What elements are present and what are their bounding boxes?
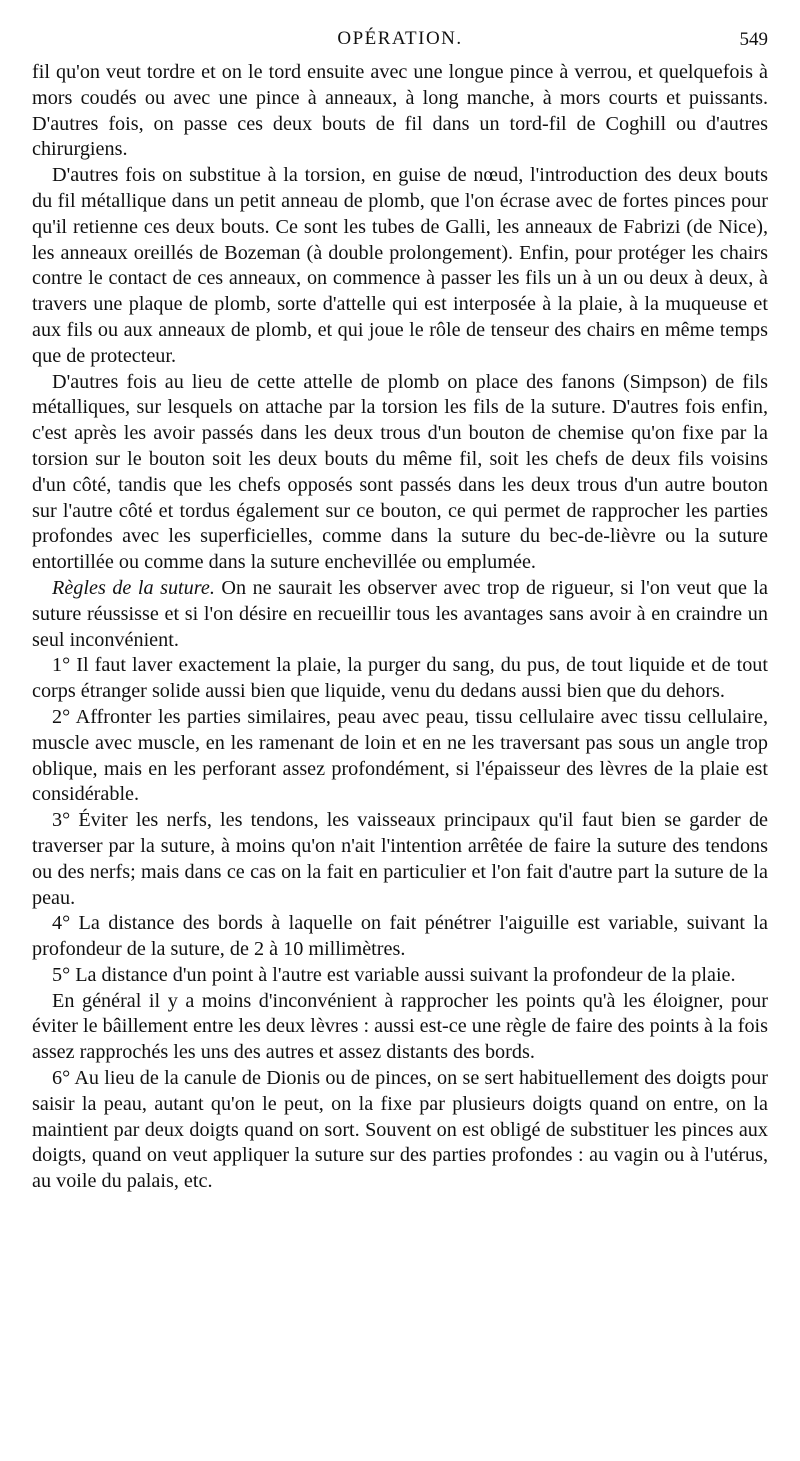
paragraph-continuation: fil qu'on veut tordre et on le tord ensuite avec une longue pince à verrou, et quelquefois à mors coudés ou avec une pince à anneaux, à long manche, à mors courts et puissants. D'autres fois, on passe ces deux bouts de fil dans un tord-fil de Coghill ou d'autres chirurgiens. <box>32 61 768 161</box>
rule-6-paragraph: 6° Au lieu de la canule de Dionis ou de pinces, on se sert habituellement des doigts pour saisir la peau, autant qu'on le peut, on la fixe par plusieurs doigts quand on entre, on la maintient par deux doigts quand on sort. Souvent on est obligé de substituer les pinces aux doigts, quand on veut appliquer la suture sur des parties profondes : au vagin ou à l'utérus, au voile du palais, etc. <box>32 1067 768 1193</box>
rule-2-paragraph: 2° Affronter les parties similaires, peau avec peau, tissu cellulaire avec tissu cellulaire, muscle avec muscle, en les ramenant de loin et en ne les traversant pas sous un angle trop oblique, mais en les perforant assez profondément, si l'épaisseur des lèvres de la plaie est considérable. <box>32 705 768 806</box>
running-head-title: OPÉRATION. <box>337 28 463 49</box>
body-text <box>32 60 768 1195</box>
page-number: 549 <box>739 29 768 50</box>
paragraph-suture-rules <box>32 576 768 653</box>
paragraph-ring-closure: D'autres fois on substitue à la torsion, en guise de nœud, l'introduction des deux bouts du fil métallique dans un petit anneau de plomb, que l'on écrase avec de fortes pinces pour qu'il retienne ces deux bouts. Ce sont les tubes de Galli, les anneaux de Fabrizi (de Nice), les anneaux oreillés de Bozeman (à double prolongement). Enfin, pour protéger les chairs contre le contact de ces anneaux, on commence à passer les fils un à un ou deux à deux, à travers une plaque de plomb, sorte d'attelle qui est interposée à la plaie, à la muqueuse et aux fils ou aux anneaux de plomb, et qui joue le rôle de tenseur des chairs en même temps que de protecteur. <box>32 164 768 367</box>
rule-1-paragraph: 1° Il faut laver exactement la plaie, la purger du sang, du pus, de tout liquide et de tout corps étranger solide aussi bien que liquide, venu du dedans aussi bien que du dehors. <box>32 654 768 703</box>
suture-rules-intro: On ne saurait les observer avec trop de rigueur, si l'on veut que la suture réussisse et si l'on désire en recueillir tous les avantages sans avoir à en craindre un seul inconvénient. <box>32 576 768 651</box>
page-header <box>32 28 768 58</box>
rule-3-paragraph: 3° Éviter les nerfs, les tendons, les vaisseaux principaux qu'il faut bien se garder de traverser par la suture, à moins qu'on n'ait l'intention arrêtée de faire la suture des tendons ou des nerfs; mais dans ce cas on la fait en particulier et l'on fait d'autre part la suture de la peau. <box>32 809 768 909</box>
rule-4-paragraph: 4° La distance des bords à laquelle on fait pénétrer l'aiguille est variable, suivant la profondeur de la suture, de 2 à 10 millimètres. <box>32 912 768 961</box>
paragraph-button-suture: D'autres fois au lieu de cette attelle de plomb on place des fanons (Simpson) de fils métalliques, sur lesquels on attache par la torsion les fils de la suture. D'autres fois enfin, c'est après les avoir passés dans les deux trous d'un bouton de chemise qu'on fixe par la torsion sur le bouton soit les deux bouts du même fil, soit les chefs de deux fils voisins d'un côté, tandis que les chefs opposés sont passés dans les deux trous d'un autre bouton sur l'autre côté et tordus également sur ce bouton, ce qui permet de rapprocher les parties profondes avec les superficielles, comme dans la suture du bec-de-lièvre ou la suture entortillée ou comme dans la suture enchevillée ou emplumée. <box>32 370 768 574</box>
general-note-paragraph: En général il y a moins d'inconvénient à rapprocher les points qu'à les éloigner, pour éviter le bâillement entre les deux lèvres : aussi est-ce une règle de faire des points à la fois assez rapprochés les uns des autres et assez distants des bords. <box>32 989 768 1064</box>
rule-5-paragraph: 5° La distance d'un point à l'autre est variable aussi suivant la profondeur de la plaie. <box>52 963 736 986</box>
section-heading-suture-rules: Règles de la suture. <box>52 576 215 599</box>
